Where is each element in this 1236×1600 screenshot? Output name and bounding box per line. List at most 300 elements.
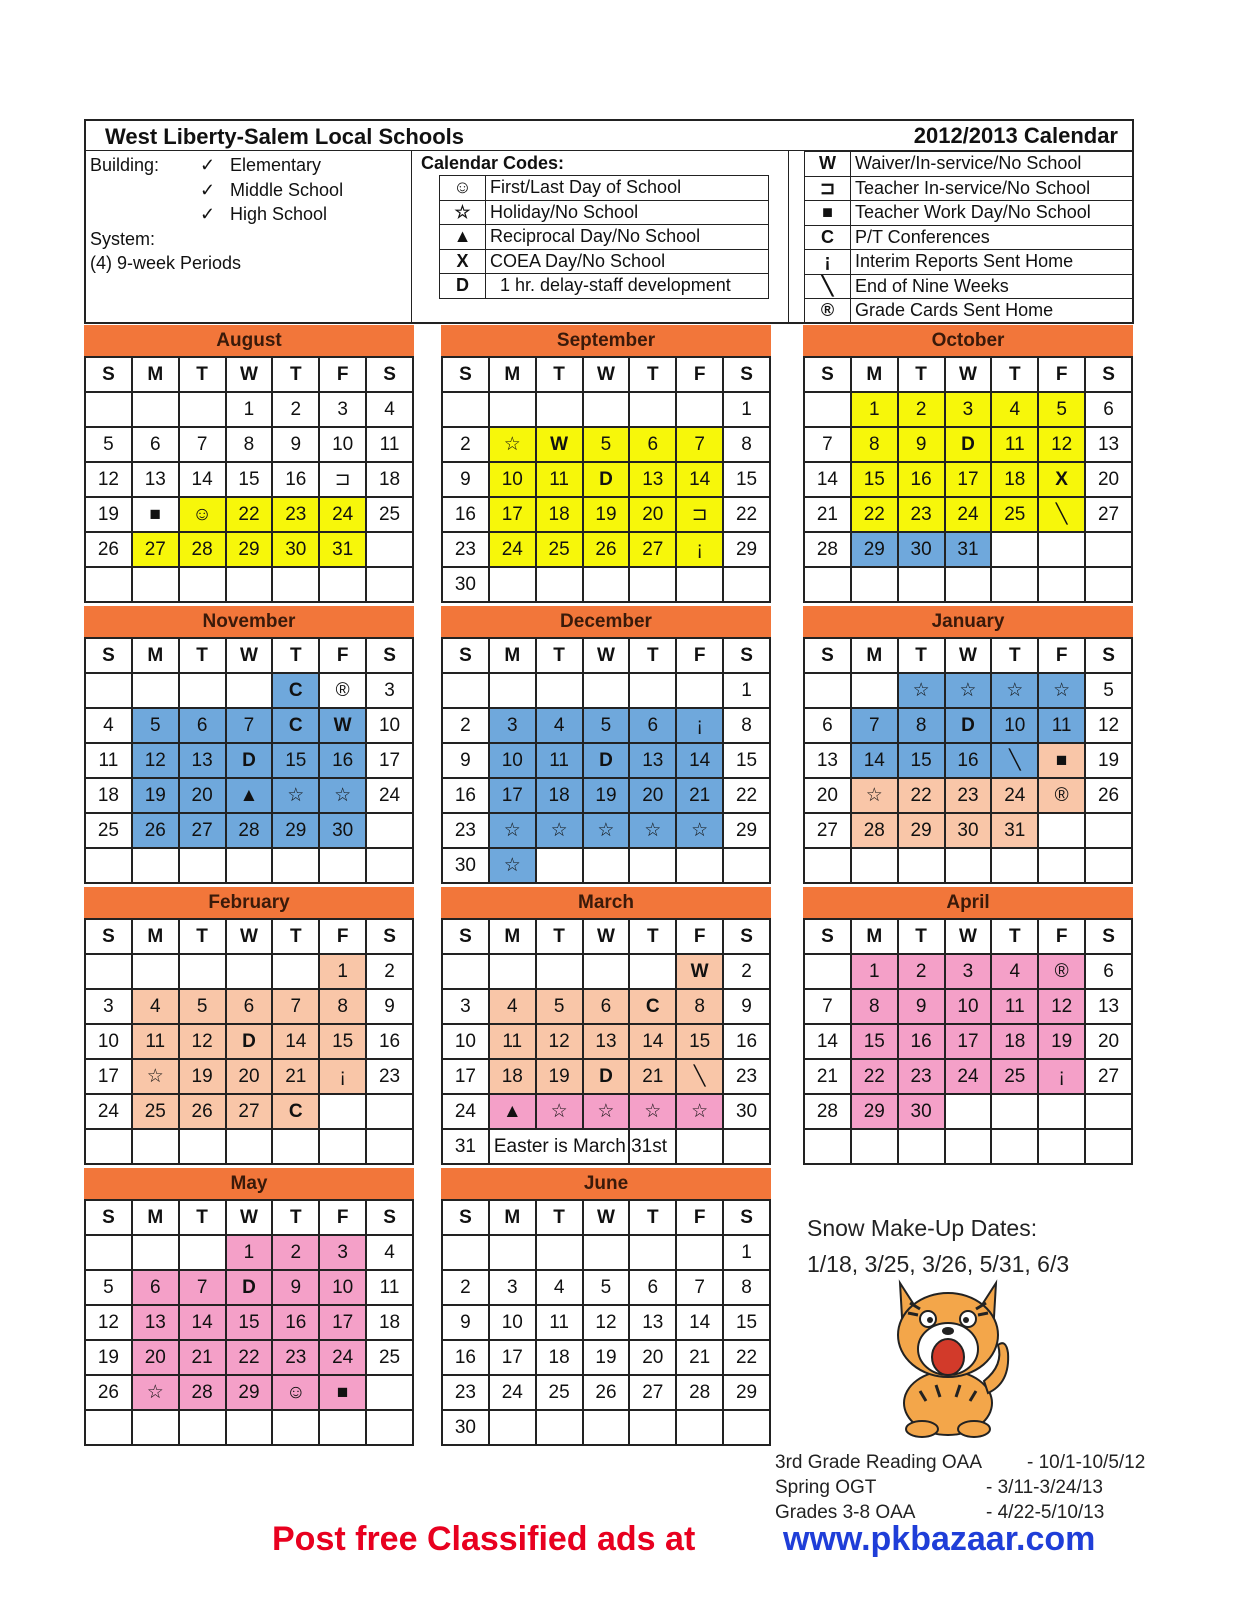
weekday-label: S [366, 919, 413, 954]
weekday-label: S [723, 919, 770, 954]
weekday-label: T [629, 1200, 676, 1235]
day-cell: 29 [723, 532, 770, 567]
day-cell: 30 [898, 1094, 945, 1129]
day-cell [723, 567, 770, 602]
day-cell: 17 [945, 462, 992, 497]
day-cell: 14 [676, 462, 723, 497]
day-cell: 25 [366, 497, 413, 532]
day-cell: 19 [85, 497, 132, 532]
day-cell: 11 [991, 989, 1038, 1024]
day-cell: 9 [272, 1270, 319, 1305]
day-cell: 29 [898, 813, 945, 848]
week-row [85, 848, 413, 883]
day-cell: 13 [132, 462, 179, 497]
month-grid [803, 356, 1133, 603]
day-cell: 10 [319, 427, 366, 462]
day-cell: 10 [85, 1024, 132, 1059]
day-code: X [1038, 462, 1085, 497]
day-cell: 18 [85, 778, 132, 813]
day-cell [898, 567, 945, 602]
day-cell [226, 848, 273, 883]
month-grid [441, 356, 771, 603]
day-cell: 30 [898, 532, 945, 567]
day-cell: 28 [179, 532, 226, 567]
day-cell: 12 [1085, 708, 1132, 743]
day-cell [489, 673, 536, 708]
day-cell [629, 1235, 676, 1270]
week-row [804, 392, 1132, 427]
week-row [804, 989, 1132, 1024]
week-row [442, 1235, 770, 1270]
month-june [441, 1168, 771, 1446]
weekday-label: F [676, 1200, 723, 1235]
interim-report-icon: ¡ [805, 250, 851, 275]
test-name: Spring OGT [775, 1477, 877, 1498]
day-cell: 23 [898, 1059, 945, 1094]
weekday-label: W [945, 919, 992, 954]
day-cell: 22 [723, 778, 770, 813]
day-cell: 6 [629, 427, 676, 462]
day-code: C [629, 989, 676, 1024]
day-cell: 15 [226, 1305, 273, 1340]
day-cell: 5 [85, 1270, 132, 1305]
day-cell [85, 392, 132, 427]
test-row [775, 1450, 1146, 1475]
day-cell: 29 [851, 1094, 898, 1129]
month-title: June [441, 1168, 771, 1199]
weekday-label: T [536, 919, 583, 954]
day-cell: 24 [366, 778, 413, 813]
day-cell [226, 567, 273, 602]
day-cell: 14 [179, 462, 226, 497]
day-cell: 12 [85, 462, 132, 497]
day-cell [583, 1410, 630, 1445]
day-cell: 7 [676, 427, 723, 462]
day-cell [804, 1129, 851, 1164]
week-row [85, 532, 413, 567]
weekday-header-row [442, 357, 770, 392]
month-grid [84, 356, 414, 603]
month-february [84, 887, 414, 1165]
interim-report-icon: ¡ [676, 532, 723, 567]
day-cell: 19 [1038, 1024, 1085, 1059]
weekday-header-row [442, 1200, 770, 1235]
smiley-icon: ☺ [440, 176, 486, 201]
slash-icon: ╲ [991, 743, 1038, 778]
day-cell [991, 532, 1038, 567]
code-row [805, 299, 1134, 324]
weekday-label: W [583, 638, 630, 673]
day-cell [442, 1235, 489, 1270]
day-code: D [583, 743, 630, 778]
day-cell: 23 [272, 1340, 319, 1375]
code-row [805, 152, 1134, 177]
day-cell: 4 [991, 392, 1038, 427]
day-cell [132, 392, 179, 427]
code-desc: Waiver/In-service/No School [851, 152, 1134, 177]
day-cell [442, 954, 489, 989]
day-cell [991, 848, 1038, 883]
day-cell: 20 [179, 778, 226, 813]
week-row [804, 848, 1132, 883]
day-cell [676, 1235, 723, 1270]
weekday-header-row [85, 357, 413, 392]
day-cell: 15 [272, 743, 319, 778]
week-row [85, 708, 413, 743]
weekday-label: S [366, 638, 413, 673]
day-cell [272, 1410, 319, 1445]
day-cell [991, 567, 1038, 602]
day-cell: 7 [676, 1270, 723, 1305]
day-cell [851, 567, 898, 602]
day-cell [583, 567, 630, 602]
day-cell [85, 954, 132, 989]
week-row [804, 532, 1132, 567]
star-icon: ☆ [629, 813, 676, 848]
day-cell [536, 1410, 583, 1445]
day-cell: 27 [804, 813, 851, 848]
day-cell [898, 1129, 945, 1164]
weekday-label: M [132, 919, 179, 954]
day-cell: 28 [226, 813, 273, 848]
day-cell: 20 [629, 778, 676, 813]
star-icon: ☆ [629, 1094, 676, 1129]
day-cell: 15 [898, 743, 945, 778]
day-cell [1085, 1094, 1132, 1129]
weekday-label: T [272, 357, 319, 392]
day-cell: 27 [1085, 497, 1132, 532]
day-cell: 16 [723, 1024, 770, 1059]
day-cell [179, 848, 226, 883]
day-cell: 27 [226, 1094, 273, 1129]
day-cell: 5 [85, 427, 132, 462]
day-cell [366, 1094, 413, 1129]
month-title: December [441, 606, 771, 637]
weekday-label: S [366, 1200, 413, 1235]
week-row [85, 778, 413, 813]
registered-icon: ® [1038, 954, 1085, 989]
day-cell: 2 [442, 427, 489, 462]
day-cell: 21 [676, 1340, 723, 1375]
day-code: D [226, 1024, 273, 1059]
day-cell [583, 848, 630, 883]
day-code: W [319, 708, 366, 743]
month-title: September [441, 325, 771, 356]
interim-report-icon: ¡ [676, 708, 723, 743]
triangle-icon: ▲ [440, 225, 486, 250]
weekday-label: F [319, 638, 366, 673]
day-cell: 27 [629, 1375, 676, 1410]
calendar-year: 2012/2013 Calendar [913, 123, 1118, 148]
weekday-label: S [442, 1200, 489, 1235]
week-row [85, 1305, 413, 1340]
day-cell: 21 [629, 1059, 676, 1094]
day-cell: 9 [442, 1305, 489, 1340]
weekday-label: T [991, 357, 1038, 392]
day-cell: 7 [272, 989, 319, 1024]
day-cell: 13 [132, 1305, 179, 1340]
footer-url-link[interactable]: www.pkbazaar.com [783, 1520, 1096, 1558]
code-desc: Holiday/No School [486, 200, 769, 225]
day-cell: 4 [536, 708, 583, 743]
day-cell [272, 954, 319, 989]
day-cell: 25 [536, 1375, 583, 1410]
weekday-label: S [85, 919, 132, 954]
weekday-label: S [723, 357, 770, 392]
day-cell: 26 [583, 1375, 630, 1410]
day-cell: 18 [991, 1024, 1038, 1059]
day-cell: 10 [319, 1270, 366, 1305]
day-cell [366, 532, 413, 567]
day-cell: 7 [804, 427, 851, 462]
day-cell: 18 [991, 462, 1038, 497]
month-september [441, 325, 771, 603]
day-cell: 30 [442, 1410, 489, 1445]
day-code: D [226, 1270, 273, 1305]
day-cell: 31 [945, 532, 992, 567]
check-icon: ✓ [200, 155, 216, 175]
day-cell: 3 [442, 989, 489, 1024]
day-cell [226, 1129, 273, 1164]
day-cell: 7 [226, 708, 273, 743]
week-row [442, 392, 770, 427]
day-cell: 9 [442, 462, 489, 497]
day-cell [851, 1129, 898, 1164]
month-title: January [803, 606, 1133, 637]
day-cell: 1 [723, 1235, 770, 1270]
day-cell: 23 [366, 1059, 413, 1094]
day-cell: 29 [226, 1375, 273, 1410]
day-cell [1038, 1094, 1085, 1129]
code-row [805, 274, 1134, 299]
week-row [85, 954, 413, 989]
footer-ad-text: Post free Classified ads at [272, 1520, 696, 1558]
day-cell: 12 [85, 1305, 132, 1340]
week-row [85, 1235, 413, 1270]
day-cell [676, 1129, 723, 1164]
weekday-label: T [272, 1200, 319, 1235]
day-cell: 10 [442, 1024, 489, 1059]
weekday-header-row [804, 919, 1132, 954]
day-code: C [272, 673, 319, 708]
day-cell: 25 [85, 813, 132, 848]
day-cell [85, 1129, 132, 1164]
day-cell: 24 [442, 1094, 489, 1129]
code-desc: Reciprocal Day/No School [486, 225, 769, 250]
day-cell: 8 [226, 427, 273, 462]
day-cell: 4 [489, 989, 536, 1024]
day-cell: 26 [179, 1094, 226, 1129]
week-row [85, 1059, 413, 1094]
day-cell: 18 [366, 462, 413, 497]
week-row [442, 1305, 770, 1340]
day-cell: 15 [723, 462, 770, 497]
day-cell: 5 [1038, 392, 1085, 427]
week-row [85, 1094, 413, 1129]
day-cell [536, 673, 583, 708]
day-cell: 29 [851, 532, 898, 567]
star-icon: ☆ [272, 778, 319, 813]
star-icon: ☆ [851, 778, 898, 813]
day-cell: 8 [851, 989, 898, 1024]
system-label: System: [90, 228, 156, 249]
week-row [442, 567, 770, 602]
weekday-label: F [319, 919, 366, 954]
code-desc: 1 hr. delay-staff development [486, 274, 769, 299]
day-cell: 2 [366, 954, 413, 989]
day-cell: 23 [945, 778, 992, 813]
day-cell [723, 848, 770, 883]
day-cell: 2 [272, 1235, 319, 1270]
star-icon: ☆ [583, 1094, 630, 1129]
day-cell: 14 [851, 743, 898, 778]
day-cell: 18 [536, 778, 583, 813]
code-desc: Grade Cards Sent Home [851, 299, 1134, 324]
star-icon: ☆ [676, 813, 723, 848]
day-cell [676, 567, 723, 602]
day-cell: 6 [179, 708, 226, 743]
weekday-label: T [629, 638, 676, 673]
week-row [804, 1094, 1132, 1129]
building-elementary: Elementary [230, 155, 322, 175]
day-cell: 22 [851, 497, 898, 532]
weekday-label: W [226, 1200, 273, 1235]
day-cell [536, 954, 583, 989]
day-cell: 9 [272, 427, 319, 462]
day-cell: 31 [442, 1129, 489, 1164]
week-row [442, 1410, 770, 1445]
day-cell: 20 [226, 1059, 273, 1094]
square-icon: ■ [1038, 743, 1085, 778]
snow-title: Snow Make-Up Dates: [807, 1215, 1038, 1241]
week-row [442, 1129, 770, 1164]
day-cell: 19 [583, 778, 630, 813]
weekday-label: M [489, 357, 536, 392]
day-cell: 11 [536, 1305, 583, 1340]
square-icon: ■ [319, 1375, 366, 1410]
weekday-label: W [583, 357, 630, 392]
weekday-header-row [442, 638, 770, 673]
day-cell: 31 [319, 532, 366, 567]
day-cell [179, 1235, 226, 1270]
day-cell: 17 [85, 1059, 132, 1094]
test-name: 3rd Grade Reading OAA [775, 1452, 983, 1473]
month-title: May [84, 1168, 414, 1199]
weekday-header-row [804, 357, 1132, 392]
day-cell [132, 673, 179, 708]
day-cell [804, 954, 851, 989]
day-cell: 5 [583, 1270, 630, 1305]
day-cell: 11 [1038, 708, 1085, 743]
week-row [85, 497, 413, 532]
week-row [804, 1059, 1132, 1094]
weekday-label: W [583, 1200, 630, 1235]
day-cell [85, 567, 132, 602]
star-icon: ☆ [1038, 673, 1085, 708]
day-cell: 24 [85, 1094, 132, 1129]
day-cell [85, 1235, 132, 1270]
day-cell [442, 392, 489, 427]
week-row [85, 673, 413, 708]
day-code: D [583, 462, 630, 497]
day-cell: 3 [489, 1270, 536, 1305]
day-cell: 3 [945, 392, 992, 427]
teacher-inservice-icon: ⊐ [676, 497, 723, 532]
day-cell [676, 848, 723, 883]
month-grid [84, 1199, 414, 1446]
week-row [804, 778, 1132, 813]
teacher-inservice-icon: ⊐ [805, 176, 851, 201]
day-cell: 24 [319, 497, 366, 532]
weekday-label: M [132, 357, 179, 392]
weekday-label: W [226, 919, 273, 954]
weekday-header-row [85, 919, 413, 954]
day-cell: 19 [583, 497, 630, 532]
day-cell: 23 [272, 497, 319, 532]
day-cell: 19 [583, 1340, 630, 1375]
day-cell: 13 [629, 1305, 676, 1340]
day-cell: 19 [179, 1059, 226, 1094]
day-cell [319, 1094, 366, 1129]
day-cell: 27 [1085, 1059, 1132, 1094]
week-row [85, 1270, 413, 1305]
weekday-label: M [489, 919, 536, 954]
day-cell: 10 [489, 743, 536, 778]
day-cell: 25 [132, 1094, 179, 1129]
day-cell: 15 [676, 1024, 723, 1059]
day-cell: 3 [489, 708, 536, 743]
week-row [804, 743, 1132, 778]
day-cell: 16 [319, 743, 366, 778]
star-icon: ☆ [132, 1059, 179, 1094]
day-cell [366, 1129, 413, 1164]
month-december [441, 606, 771, 884]
star-icon: ☆ [489, 848, 536, 883]
week-row [85, 743, 413, 778]
day-cell: 16 [272, 1305, 319, 1340]
day-cell: 25 [991, 1059, 1038, 1094]
day-cell [1085, 848, 1132, 883]
calendar-note: Easter is March 31st [489, 1129, 630, 1164]
month-title: April [803, 887, 1133, 918]
day-cell [629, 567, 676, 602]
weekday-label: S [442, 638, 489, 673]
weekday-header-row [85, 1200, 413, 1235]
day-cell [991, 1129, 1038, 1164]
day-cell: 13 [804, 743, 851, 778]
day-cell [851, 673, 898, 708]
day-cell: 24 [489, 1375, 536, 1410]
weekday-label: M [132, 1200, 179, 1235]
test-name: Grades 3-8 OAA [775, 1502, 916, 1523]
day-cell: 14 [804, 462, 851, 497]
weekday-label: S [723, 1200, 770, 1235]
day-cell [804, 567, 851, 602]
day-cell: 20 [1085, 1024, 1132, 1059]
day-cell [629, 954, 676, 989]
day-cell: 30 [442, 567, 489, 602]
day-cell: 16 [898, 462, 945, 497]
building-label: Building: [90, 155, 160, 175]
week-row [442, 1094, 770, 1129]
code-row [440, 249, 769, 274]
week-row [804, 497, 1132, 532]
day-cell [1038, 532, 1085, 567]
day-cell [898, 848, 945, 883]
day-cell: 3 [85, 989, 132, 1024]
day-cell [179, 1129, 226, 1164]
week-row [804, 1129, 1132, 1164]
